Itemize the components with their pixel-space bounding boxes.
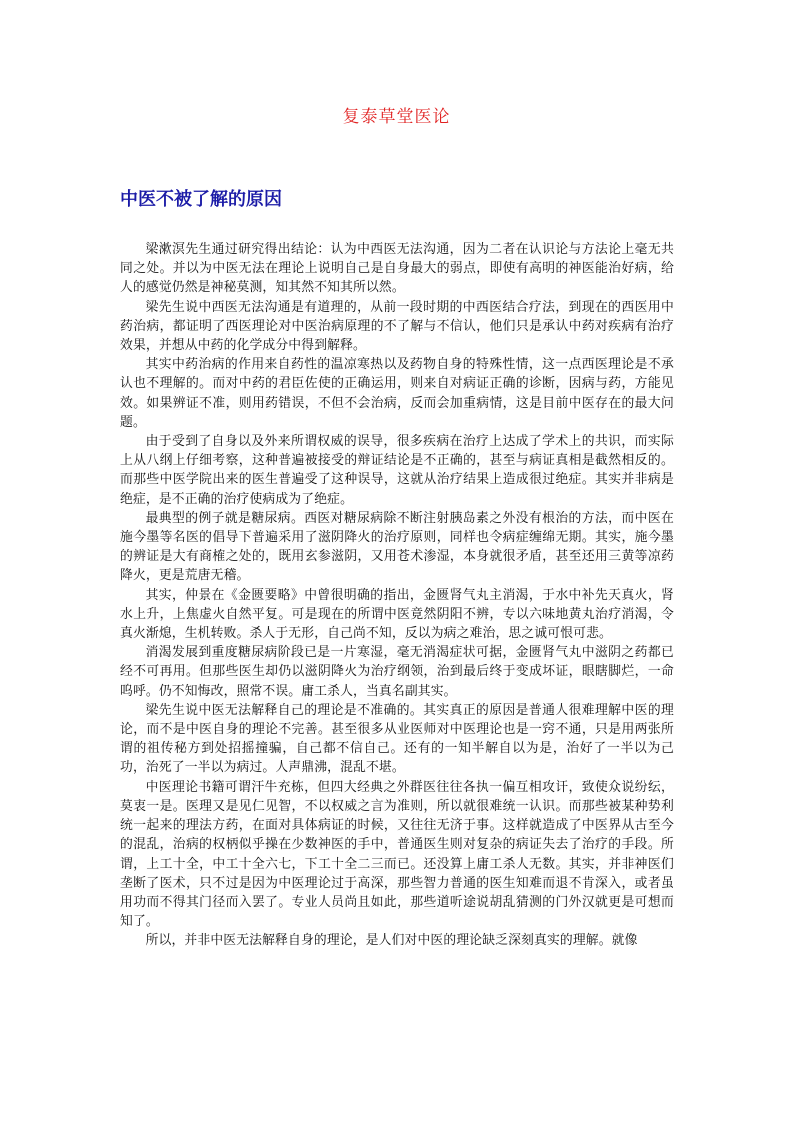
paragraph: 最典型的例子就是糖尿病。西医对糖尿病除不断注射胰岛素之外没有根治的方法，而中医在施今墨等名医的倡导下普遍采用了滋阴降火的治疗原则，同样也令病症缠绵无期。其实，施今墨的辨证是大有商榷之处的，既用玄参滋阴，又用苍术渗湿，本身就很矛盾，甚至还用三黄等凉药降火，更是荒唐无稽。: [120, 510, 674, 584]
paragraph: 梁漱溟先生通过研究得出结论：认为中西医无法沟通，因为二者在认识论与方法论上毫无共同之处。并以为中医无法在理论上说明自己是自身最大的弱点，即使有高明的神医能治好病，给人的感觉仍然是神秘莫测，知其然不知其所以然。: [120, 242, 674, 296]
paragraph: 梁先生说中西医无法沟通是有道理的，从前一段时期的中西医结合疗法，到现在的西医用中药治病，都证明了西医理论对中医治病原理的不了解与不信认，他们只是承认中药对疾病有治疗效果，并想从中药的化学成分中得到解释。: [120, 299, 674, 354]
paragraph: 所以，并非中医无法解释自身的理论，是人们对中医的理论缺乏深刻真实的理解。就像: [145, 933, 638, 949]
paragraph: 其实中药治病的作用来自药性的温凉寒热以及药物自身的特殊性情，这一点西医理论是不承认也不理解的。而对中药的君臣佐使的正确运用，则来自对病证正确的诊断，因病与药，方能见效。如果辨证不准，则用药错误，不但不会治病，反而会加重病情，这是目前中医存在的最大问题。: [120, 357, 674, 430]
paragraph: 中医理论书籍可谓汗牛充栋，但四大经典之外群医往往各执一偏互相攻讦，致使众说纷纭，莫衷一是。医理又是见仁见智，不以权威之言为准则，所以就很难统一认识。而那些被某种势利统一起来的理法方药，在面对具体病证的时候，又往往无济于事。这样就造成了中医界从古至今的混乱，治病的权柄似乎操在少数神医的手中，普通医生则对复杂的病证失去了治疗的手段。所谓，上工十全，中工十全六七，下工十全二三而已。还没算上庸工杀人无数。其实，并非神医们垄断了医术，只不过是因为中医理论过于高深，那些智力普通的医生知难而退不肯深入，或者虽用功而不得其门径而入罢了。专业人员尚且如此，那些道听途说胡乱猜测的门外汉就更是可想而知了。: [120, 779, 674, 930]
page-title: 复泰草堂医论: [342, 107, 451, 127]
article-body: [120, 240, 674, 951]
section-heading: 中医不被了解的原因: [120, 189, 282, 210]
paragraph: 消渴发展到重度糖尿病阶段已是一片寒湿，毫无消渴症状可据，金匮肾气丸中滋阴之药都已经不可再用。但那些医生却仍以滋阴降火为治疗纲领，治到最后终于变成坏证，眼瞎脚烂，一命呜呼。仍不知悔改，照常不误。庸工杀人，当真名副其实。: [120, 645, 674, 699]
paragraph: 由于受到了自身以及外来所谓权威的误导，很多疾病在治疗上达成了学术上的共识，而实际上从八纲上仔细考察，这种普遍被接受的辩证结论是不正确的，甚至与病证真相是截然相反的。而那些中医学院出来的医生普遍受了这种误导，这就从治疗结果上造成很过绝症。其实并非病是绝症，是不正确的治疗使病成为了绝症。: [120, 434, 674, 507]
paragraph: 其实，仲景在《金匮要略》中曾很明确的指出，金匮肾气丸主消渴，于水中补先天真火，肾水上升，上焦虚火自然平复。可是现在的所谓中医竟然阴阳不辨，专以六味地黄丸治疗消渴，令真火渐熄，生机转败。杀人于无形，自己尚不知，反以为病之难治，思之诚可恨可悲。: [120, 587, 674, 642]
paragraph: 梁先生说中医无法解释自己的理论是不准确的。其实真正的原因是普通人很难理解中医的理论，而不是中医自身的理论不完善。甚至很多从业医师对中医理论也是一窍不通，只是用两张所谓的祖传秘方到处招摇撞骗，自己都不信自己。还有的一知半解自以为是，治好了一半以为己功，治死了一半以为病过。人声鼎沸，混乱不堪。: [120, 702, 674, 776]
